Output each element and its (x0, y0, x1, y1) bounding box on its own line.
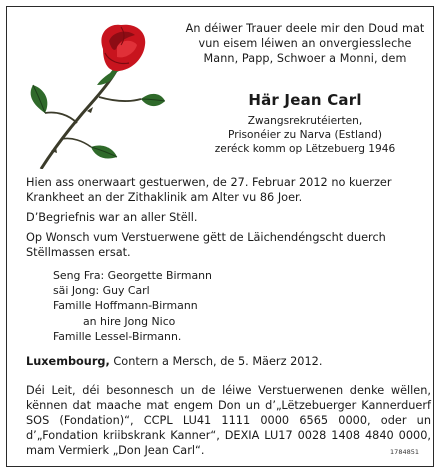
intro-line: An déiwer Trauer deele mir den Doud mat (185, 22, 425, 35)
mourners-list (53, 268, 212, 344)
deceased-subtitle (185, 114, 425, 156)
deceased-name: Här Jean Carl (248, 91, 362, 109)
death-notice (6, 6, 434, 467)
mourner-line: Famille Hoffmann-Birmann (53, 299, 198, 313)
donation-paragraph: Déi Leit, déi besonnesch un de léiwe Verstuerwenen denke wëllen, kënnen dat maache mat engem Don un d’„Lëtzebuerger Kannerduerf SOS (Fondation)“, CCPL LU41 1111 0000 6565 0000, oder un d’„Fondation kriibskrank Kanner“, DEXIA LU17 0028 1408 4840 0000, mam Vermierk „Don Jean Carl“. (26, 384, 431, 457)
mourner-line: Seng Fra: Georgette Birmann (53, 269, 212, 282)
subtitle-line: Zwangsrekrutéierten, (247, 115, 363, 127)
place-name: Luxembourg, (26, 355, 110, 368)
mourner-line: säi Jong: Guy Carl (53, 284, 150, 298)
intro-line: Mann, Papp, Schwoer a Monni, dem (203, 52, 407, 66)
death-announcement-paragraph: Hien ass onerwaart gestuerwen, de 27. Februar 2012 no kuerzer Krankheet an der Zithaklinik am Alter vu 86 Joer. (26, 176, 392, 204)
rose-illustration (17, 19, 167, 169)
place-and-date (26, 355, 322, 368)
funeral-paragraph: D’Begriefnis war an aller Stëll. (26, 211, 198, 224)
place-date: Contern a Mersch, de 5. Mäerz 2012. (109, 355, 323, 368)
mourner-line: an hire Jong Nico (83, 314, 176, 328)
intro-text (185, 21, 425, 67)
subtitle-line: Prisonéier zu Narva (Estland) (228, 129, 382, 141)
service-paragraph: Op Wonsch vum Verstuerwene gëtt de Läichendéngscht duerch Stëllmassen ersat. (26, 231, 386, 259)
intro-line: vun eisem léiwen an onvergiessleche (198, 37, 412, 51)
mourner-line: Famille Lessel-Birmann. (53, 329, 182, 343)
subtitle-line: zeréck komm op Lëtzebuerg 1946 (214, 143, 396, 155)
ad-code: 1784851 (390, 448, 419, 456)
